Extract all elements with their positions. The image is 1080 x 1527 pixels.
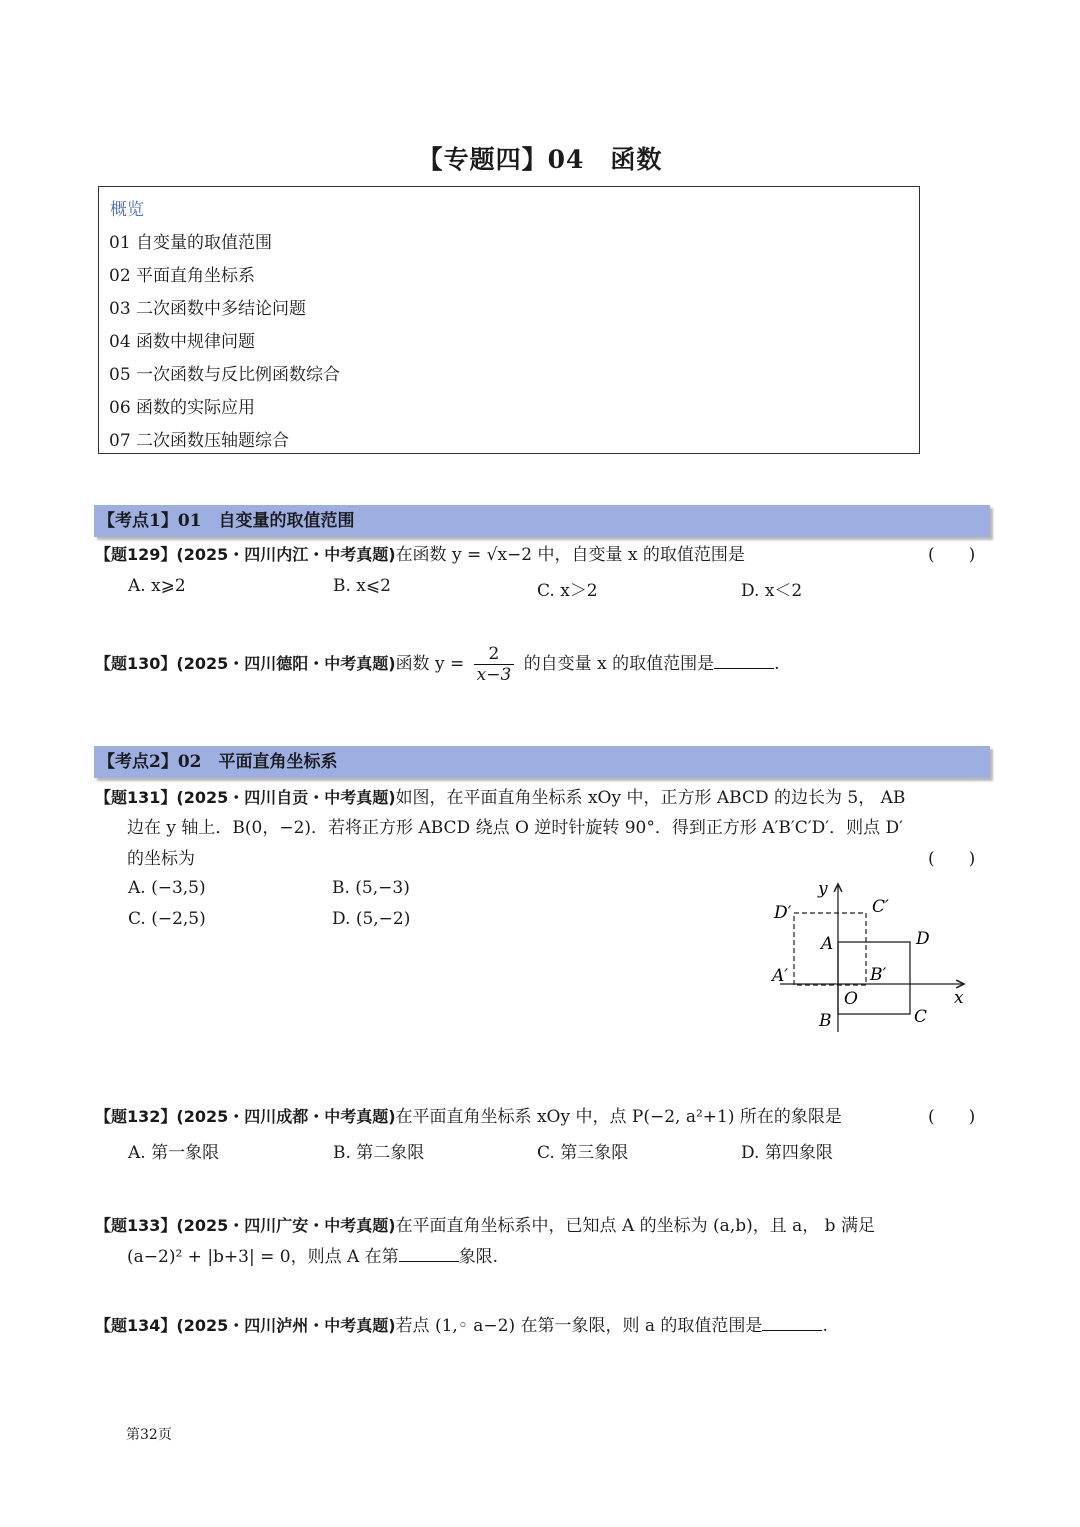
coordinate-figure <box>760 874 980 1040</box>
overview-box <box>98 186 920 454</box>
answer-blank <box>714 654 774 669</box>
overview-item: 01 自变量的取值范围 <box>109 233 273 253</box>
option-c: C. x＞2 <box>537 581 598 601</box>
answer-blank <box>762 1316 822 1331</box>
question-text: 在平面直角坐标系中，已知点 A 的坐标为 (a,b)，且 a， b 满足 <box>395 1216 875 1236</box>
x-axis-label: x <box>954 988 964 1008</box>
overview-item: 02 平面直角坐标系 <box>109 266 256 286</box>
question-text: 象限. <box>458 1247 499 1267</box>
period: . <box>822 1316 828 1336</box>
question-text: 在函数 y = √x−2 中，自变量 x 的取值范围是 <box>395 545 745 565</box>
point-a-label: A <box>821 934 834 954</box>
question-133-line2 <box>127 1242 498 1267</box>
fraction-denominator: x−3 <box>476 665 512 685</box>
question-132 <box>95 1102 842 1127</box>
question-131 <box>95 783 905 808</box>
point-b1-label: B′ <box>870 965 887 985</box>
question-134 <box>95 1311 828 1336</box>
option-b: B. (5,−3) <box>332 878 410 898</box>
question-header: 【题130】(2025・四川德阳・中考真题) <box>95 654 396 673</box>
question-129 <box>95 540 745 565</box>
option-c: C. (−2,5) <box>128 909 206 929</box>
overview-item: 06 函数的实际应用 <box>109 398 256 418</box>
question-text: 函数 y = <box>395 654 465 674</box>
question-text: 如图，在平面直角坐标系 xOy 中，正方形 ABCD 的边长为 5， AB <box>395 788 906 808</box>
point-d-label: D <box>916 929 930 949</box>
point-d1-label: D′ <box>774 903 792 923</box>
document-title: 【专题四】04 函数 <box>417 145 663 174</box>
question-header: 【题133】(2025・四川广安・中考真题) <box>95 1216 396 1235</box>
option-c: C. 第三象限 <box>537 1143 629 1163</box>
point-a1-label: A′ <box>772 966 789 986</box>
option-a: A. x⩾2 <box>128 576 186 596</box>
section-header-1 <box>94 505 990 537</box>
option-b: B. 第二象限 <box>333 1143 425 1163</box>
origin-label: O <box>844 989 858 1009</box>
point-b-label: B <box>819 1011 832 1031</box>
question-text: (a−2)² + |b+3| = 0，则点 A 在第 <box>127 1247 399 1267</box>
page-number: 第32页 <box>126 1427 172 1443</box>
overview-item: 03 二次函数中多结论问题 <box>109 299 307 319</box>
question-header: 【题132】(2025・四川成都・中考真题) <box>95 1107 396 1126</box>
option-d: D. 第四象限 <box>741 1143 833 1163</box>
answer-paren: ( ) <box>928 1107 976 1127</box>
question-text: 在平面直角坐标系 xOy 中，点 P(−2, a²+1) 所在的象限是 <box>395 1107 842 1127</box>
y-axis-label: y <box>818 879 828 899</box>
question-header: 【题131】(2025・四川自贡・中考真题) <box>95 788 396 807</box>
question-130 <box>95 644 780 685</box>
option-a: A. (−3,5) <box>128 878 206 898</box>
point-c1-label: C′ <box>872 897 889 917</box>
option-a: A. 第一象限 <box>128 1143 220 1163</box>
period: . <box>774 654 780 674</box>
fraction <box>474 644 515 685</box>
answer-paren: ( ) <box>928 849 976 869</box>
overview-item: 07 二次函数压轴题综合 <box>109 431 290 451</box>
answer-paren: ( ) <box>928 545 976 565</box>
question-131-line3: 的坐标为 <box>127 849 195 869</box>
question-133 <box>95 1211 875 1236</box>
question-131-line2: 边在 y 轴上．B(0，−2)．若将正方形 ABCD 绕点 O 逆时针旋转 90°．得到正方形 A′B′C′D′．则点 D′ <box>127 818 903 838</box>
section-header-2 <box>94 746 990 778</box>
overview-item: 05 一次函数与反比例函数综合 <box>109 365 341 385</box>
point-c-label: C <box>914 1007 928 1027</box>
option-d: D. (5,−2) <box>332 909 411 929</box>
option-d: D. x＜2 <box>741 581 803 601</box>
option-b: B. x⩽2 <box>333 576 391 596</box>
question-text: 若点 (1,◦ a−2) 在第一象限，则 a 的取值范围是 <box>395 1316 763 1336</box>
overview-item: 04 函数中规律问题 <box>109 332 256 352</box>
question-text: 的自变量 x 的取值范围是 <box>523 654 715 674</box>
question-header: 【题134】(2025・四川泸州・中考真题) <box>95 1316 396 1335</box>
answer-blank <box>399 1247 459 1262</box>
fraction-numerator: 2 <box>474 644 515 665</box>
section-label: 【考点1】01 自变量的取值范围 <box>98 511 355 531</box>
question-header: 【题129】(2025・四川内江・中考真题) <box>95 545 396 564</box>
section-label: 【考点2】02 平面直角坐标系 <box>98 752 338 772</box>
overview-heading: 概览 <box>110 200 144 220</box>
